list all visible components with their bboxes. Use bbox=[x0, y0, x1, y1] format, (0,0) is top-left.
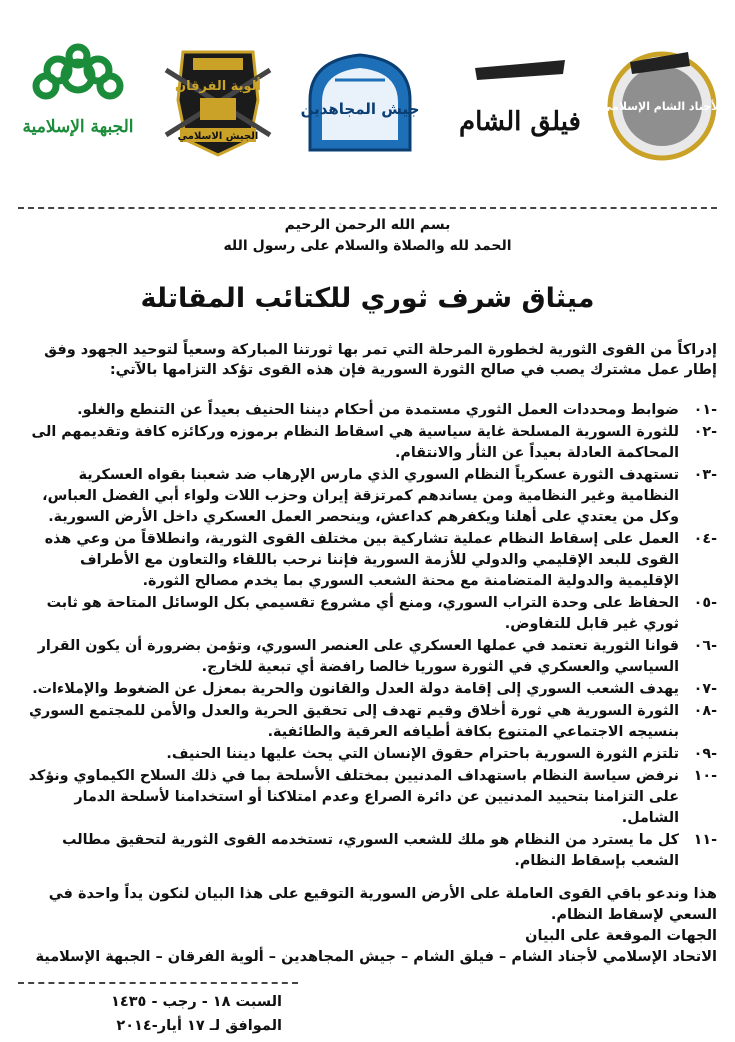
signatories-heading: الجهات الموقعة على البيان bbox=[525, 928, 717, 944]
ajnad-logo-text: الأجناد الشام الإسلامي bbox=[600, 100, 720, 113]
item-number: ٠٢- bbox=[693, 424, 717, 440]
mujahideen-logo-text: جيش المجاهدين bbox=[300, 100, 420, 118]
list-item bbox=[22, 636, 717, 678]
item-text: تستهدف الثورة عسكرياً النظام السوري الذي مارس الإرهاب ضد شعبنا بقواه العسكرية النظامية وغير النظامية ومن يساندهم كمرتزقة إيران وحزب اللات ولواء أبي الفضل العباس، وكل من يعتدي على أهلنا ويكفرهم كداعش، وينحصر العمل العسكري داخل الأرض السورية. bbox=[42, 467, 679, 525]
top-divider bbox=[18, 207, 717, 209]
item-number: ٠٨- bbox=[693, 703, 717, 719]
gregorian-date: الموافق لـ ١٧ أيار-٢٠١٤ bbox=[116, 1018, 282, 1034]
ajnad-sham-logo bbox=[600, 40, 720, 165]
signatories-list: الاتحاد الإسلامي لأجناد الشام – فيلق الشام – جيش المجاهدين – ألوية الفرقان – الجبهة الإسلامية bbox=[35, 949, 717, 965]
furqan-logo-top-text: ألوية الفرقان bbox=[174, 79, 262, 94]
item-number: ١١- bbox=[693, 832, 717, 848]
basmala: بسم الله الرحمن الرحيم bbox=[284, 217, 451, 233]
item-number: ٠٤- bbox=[693, 531, 717, 547]
item-number: ٠٩- bbox=[693, 746, 717, 762]
item-number: ٠٧- bbox=[693, 681, 717, 697]
item-number: ٠٦- bbox=[693, 638, 717, 654]
item-text: ضوابط ومحددات العمل الثوري مستمدة من أحكام ديننا الحنيف بعيداً عن التنطع والغلو. bbox=[77, 402, 679, 418]
item-number: ٠٥- bbox=[693, 595, 717, 611]
list-item bbox=[22, 679, 717, 700]
item-text: قوانا الثورية تعتمد في عملها العسكري على العنصر السوري، وتؤمن بضرورة أن يكون القرار السياسي والعسكري في الثورة سوريا خالصا رافضة أي تبعية للخارج. bbox=[37, 638, 679, 675]
hijri-date: السبت ١٨ - رجب - ١٤٣٥ bbox=[111, 994, 282, 1010]
item-number: ١٠- bbox=[693, 768, 717, 784]
islamic-front-logo bbox=[18, 40, 138, 165]
list-item bbox=[22, 529, 717, 592]
item-text: تلتزم الثورة السورية باحترام حقوق الإنسان التي يحث عليها ديننا الحنيف. bbox=[166, 746, 679, 762]
mujahideen-army-logo bbox=[300, 40, 420, 165]
list-item bbox=[22, 744, 717, 765]
page-title: ميثاق شرف ثوري للكتائب المقاتلة bbox=[140, 283, 595, 314]
sham-legion-logo bbox=[455, 40, 581, 165]
list-item bbox=[22, 422, 717, 464]
list-item bbox=[22, 593, 717, 635]
item-text: الثورة السورية هي ثورة أخلاق وقيم تهدف إلى تحقيق الحرية والعدل والأمن للمجتمع السوري بنسيجه الاجتماعي المتنوع بكافة أطيافه العرقية والطائفية. bbox=[28, 703, 679, 740]
list-item bbox=[22, 465, 717, 528]
item-text: الحفاظ على وحدة التراب السوري، ومنع أي مشروع تقسيمي بكل الوسائل المتاحة هو ثابت ثوري غير قابل للتفاوض. bbox=[46, 595, 679, 632]
list-item bbox=[22, 701, 717, 743]
list-item bbox=[22, 830, 717, 872]
logos-row bbox=[0, 40, 735, 175]
intro-paragraph: إدراكاً من القوى الثورية لخطورة المرحلة التي تمر بها ثورتنا المباركة وسعياً لتوحيد الجهود وفق إطار عمل مشترك يصب في صالح الثورة السورية فإن هذه القوى تؤكد التزامها بالآتي: bbox=[44, 342, 717, 378]
date-block bbox=[22, 990, 282, 1038]
item-text: العمل على إسقاط النظام عملية تشاركية بين مختلف القوى الثورية، وانطلاقاً من وعي هذه القوى للبعد الإقليمي والدولي للأزمة السورية فإننا نرحب باللقاء والتعاون مع الأطراف الإقليمية والدولية المتضامنة مع محنة الشعب السوري بما يخدم مصالح الثورة. bbox=[44, 531, 679, 589]
closing-section bbox=[22, 884, 717, 968]
furqan-logo-bottom-text: الجيش الاسلامي bbox=[177, 131, 259, 142]
item-number: ٠١- bbox=[693, 402, 717, 418]
item-text: كل ما يسترد من النظام هو ملك للشعب السوري، تستخدمه القوى الثورية لتحقيق مطالب الشعب بإسقاط النظام. bbox=[62, 832, 679, 869]
closing-call: هذا وندعو باقي القوى العاملة على الأرض السورية التوقيع على هذا البيان لنكون يداً واحدة في السعي لإسقاط النظام. bbox=[48, 886, 717, 923]
item-number: ٠٣- bbox=[693, 467, 717, 483]
item-text: يهدف الشعب السوري إلى إقامة دولة العدل والقانون والحرية بمعزل عن الضغوط والإملاءات. bbox=[32, 681, 679, 697]
list-item bbox=[22, 400, 717, 421]
charter-items bbox=[22, 400, 717, 873]
item-text: نرفض سياسة النظام باستهداف المدنيين بمختلف الأسلحة بما في ذلك السلاح الكيماوي ونؤكد على التزامنا بتحييد المدنيين عن دائرة الصراع وعدم امتلاكنا أو استخدامنا لأسلحة الدمار الشامل. bbox=[28, 768, 679, 826]
date-divider bbox=[18, 982, 298, 984]
praise-line: الحمد لله والصلاة والسلام على رسول الله bbox=[223, 238, 512, 254]
furqan-brigades-logo bbox=[158, 40, 278, 165]
item-text: للثورة السورية المسلحة غاية سياسية هي اسقاط النظام برموزه وركائزه كافة وتقديمهم الى المحاكمة العادلة بعيداً عن الثأر والانتقام. bbox=[31, 424, 679, 461]
islamic-front-logo-text: الجبهة الإسلامية bbox=[22, 117, 134, 137]
sham-legion-logo-text: فيلق الشام bbox=[459, 107, 581, 137]
list-item bbox=[22, 766, 717, 829]
